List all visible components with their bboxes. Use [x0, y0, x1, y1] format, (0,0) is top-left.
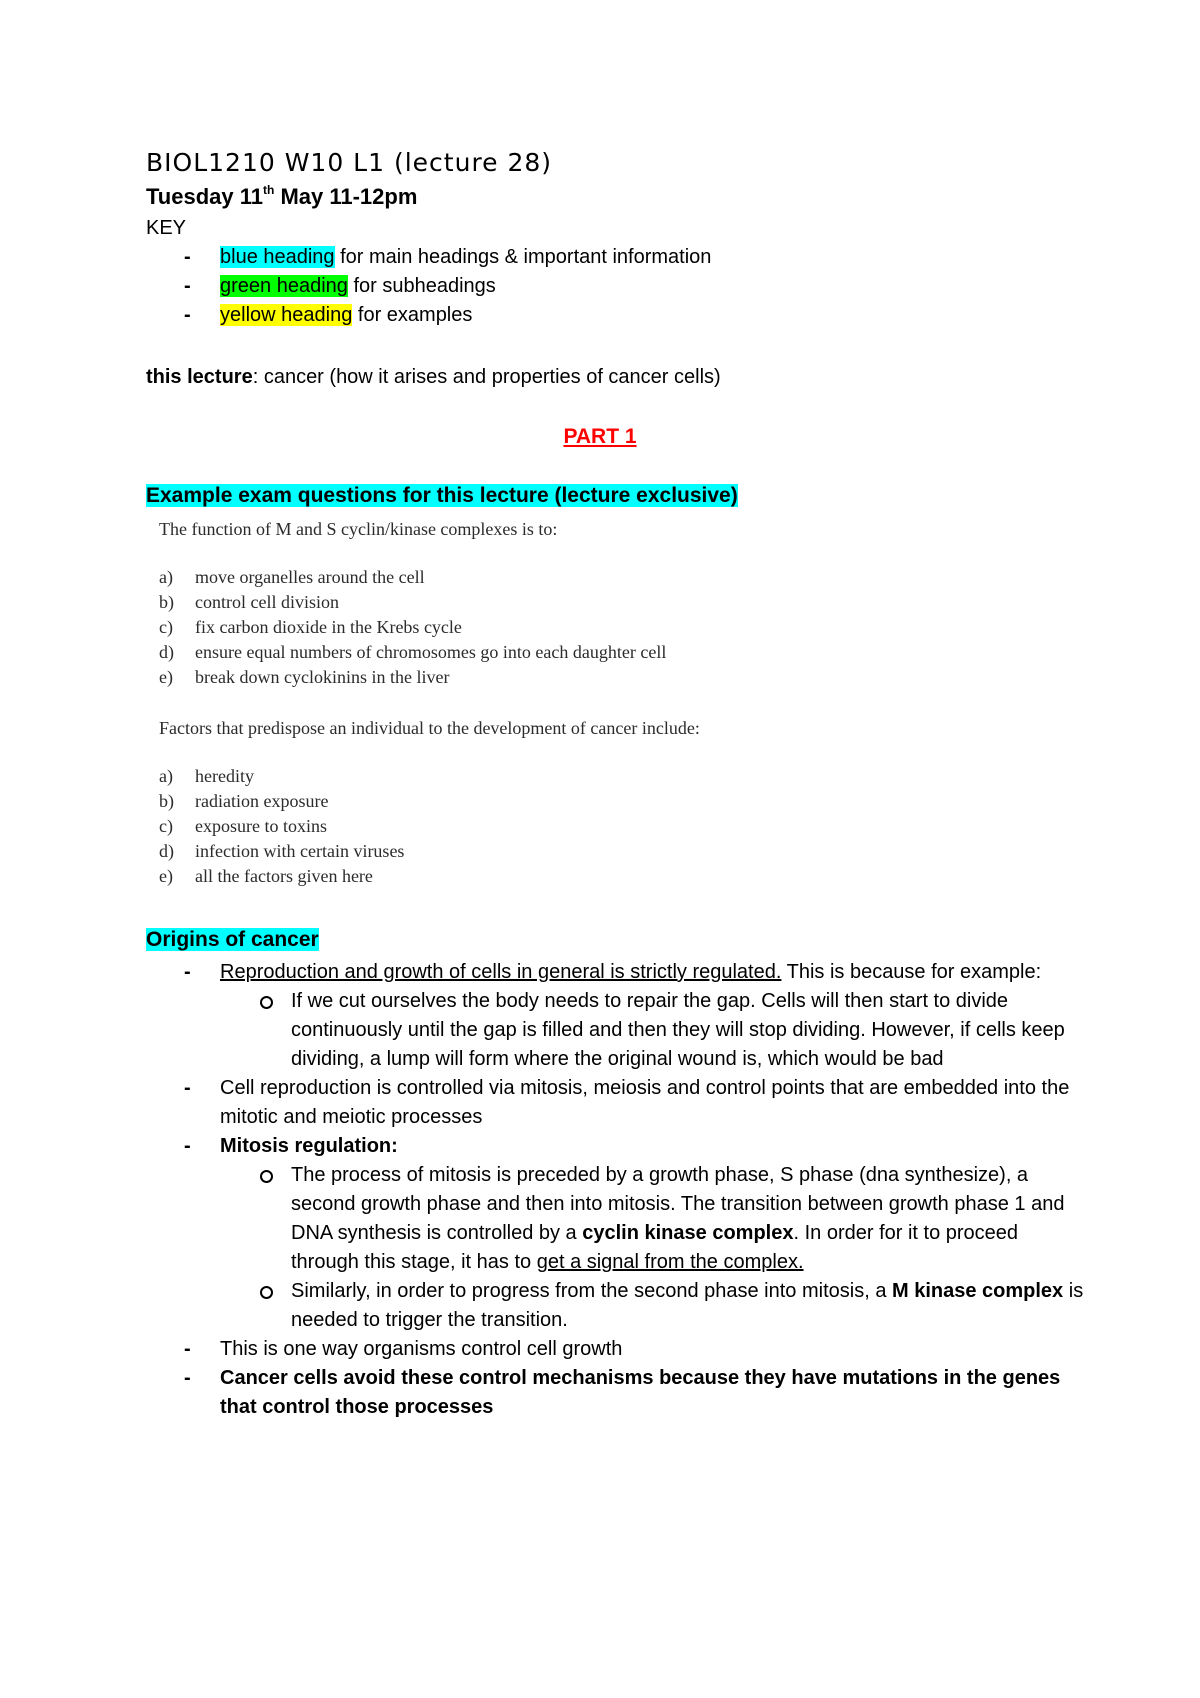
date-day: Tuesday 11 — [146, 184, 263, 209]
origins-heading — [146, 928, 319, 952]
key-item-blue — [146, 243, 711, 272]
exam-question-2: Factors that predispose an individual to the development of cancer include: — [159, 718, 700, 738]
text: is needed to trigger the transition. — [291, 1280, 1084, 1331]
sub-list-item — [146, 987, 1086, 1074]
option-letter: e) — [159, 866, 173, 886]
circle-bullet-icon — [260, 1286, 273, 1299]
option-text: fix carbon dioxide in the Krebs cycle — [195, 617, 462, 637]
key-highlight-yellow: yellow heading — [220, 304, 353, 326]
text: Cell reproduction is controlled via mitosis, meiosis and control points that are embedded into the mitotic and meiotic processes — [220, 1077, 1070, 1128]
text: . In order for it to proceed through this stage, it has to — [291, 1222, 1019, 1273]
exam-question-1: The function of M and S cyclin/kinase complexes is to: — [159, 519, 558, 539]
option-item — [159, 839, 404, 864]
exam-question-2-options — [159, 764, 404, 889]
sub-list — [220, 987, 1086, 1074]
key-list — [146, 243, 711, 330]
dash-bullet: - — [184, 961, 191, 983]
option-item — [159, 565, 666, 590]
circle-bullet-icon — [260, 996, 273, 1009]
option-letter: c) — [159, 816, 173, 836]
option-text: infection with certain viruses — [195, 841, 405, 861]
list-item — [146, 1132, 1086, 1335]
bold-text: Mitosis regulation: — [220, 1135, 398, 1157]
option-letter: c) — [159, 617, 173, 637]
dash-bullet: - — [184, 1338, 191, 1360]
option-item — [159, 864, 404, 889]
option-letter: b) — [159, 592, 174, 612]
option-item — [159, 640, 666, 665]
option-text: exposure to toxins — [195, 816, 327, 836]
key-text: for examples — [352, 304, 473, 326]
underlined-text: get a signal from the complex. — [536, 1251, 804, 1273]
bold-text: cyclin kinase complex — [582, 1222, 794, 1244]
option-letter: d) — [159, 841, 174, 861]
exam-heading-text: Example exam questions for this lecture (lecture exclusive) — [146, 484, 738, 507]
option-text: break down cyclokinins in the liver — [195, 667, 450, 687]
bold-text: M kinase complex — [892, 1280, 1064, 1302]
list-item — [146, 1364, 1086, 1422]
origins-list — [146, 958, 1086, 1422]
dash-bullet: - — [184, 1135, 191, 1157]
underlined-text: Reproduction and growth of cells in general is strictly regulated. — [220, 961, 782, 983]
list-item — [146, 1074, 1086, 1132]
sub-list — [220, 1161, 1086, 1335]
key-text: for subheadings — [347, 275, 496, 297]
date-time: May 11-12pm — [274, 184, 418, 209]
dash-bullet: - — [184, 275, 191, 297]
text: The process of mitosis is preceded by a growth phase, S phase (dna synthesize), a second growth phase and then into mitosis. The transition between growth phase 1 and DNA synthesis is controlled by a — [291, 1164, 1065, 1244]
origins-heading-text: Origins of cancer — [146, 928, 319, 951]
option-item — [159, 615, 666, 640]
key-item-green — [146, 272, 711, 301]
course-code: BIOL1210 W10 L1 — [146, 148, 386, 177]
option-item — [159, 665, 666, 690]
option-item — [159, 814, 404, 839]
option-item — [159, 590, 666, 615]
text: Similarly, in order to progress from the second phase into mitosis, a — [291, 1280, 892, 1302]
dash-bullet: - — [184, 246, 191, 268]
option-item — [159, 764, 404, 789]
key-item-yellow — [146, 301, 711, 330]
part-heading: PART 1 — [563, 425, 637, 448]
option-letter: a) — [159, 567, 173, 587]
dash-bullet: - — [184, 304, 191, 326]
sub-list-item — [146, 1161, 1086, 1277]
option-letter: d) — [159, 642, 174, 662]
circle-bullet-icon — [260, 1170, 273, 1183]
list-item — [146, 958, 1086, 1074]
option-text: heredity — [195, 766, 254, 786]
document-title — [146, 148, 552, 177]
lecture-number: (lecture 28) — [393, 148, 553, 177]
option-letter: e) — [159, 667, 173, 687]
key-highlight-blue: blue heading — [220, 246, 335, 268]
exam-question-1-options — [159, 565, 666, 690]
lecture-topic-text: : cancer (how it arises and properties of cancer cells) — [252, 366, 721, 388]
text: If we cut ourselves the body needs to repair the gap. Cells will then start to divide continuously until the gap is filled and then they will stop dividing. However, if cells keep dividing, a lump will form where the original wound is, which would be bad — [291, 990, 1065, 1070]
key-label: KEY — [146, 217, 187, 239]
dash-bullet: - — [184, 1077, 191, 1099]
lecture-topic-label: this lecture — [146, 366, 253, 388]
lecture-topic — [146, 363, 721, 392]
list-item — [146, 1335, 1086, 1364]
lecture-date — [146, 183, 417, 210]
option-letter: a) — [159, 766, 173, 786]
exam-questions-heading — [146, 484, 738, 508]
date-ordinal: th — [263, 183, 275, 197]
key-text: for main headings & important information — [334, 246, 712, 268]
dash-bullet: - — [184, 1367, 191, 1389]
sub-list-item — [146, 1277, 1086, 1335]
option-letter: b) — [159, 791, 174, 811]
option-text: move organelles around the cell — [195, 567, 425, 587]
key-highlight-green: green heading — [220, 275, 348, 297]
option-text: radiation exposure — [195, 791, 329, 811]
bold-text: Cancer cells avoid these control mechanisms because they have mutations in the genes that control those processes — [220, 1367, 1061, 1418]
option-text: all the factors given here — [195, 866, 373, 886]
text: This is because for example: — [781, 961, 1042, 983]
option-item — [159, 789, 404, 814]
option-text: control cell division — [195, 592, 339, 612]
text: This is one way organisms control cell growth — [220, 1338, 623, 1360]
option-text: ensure equal numbers of chromosomes go into each daughter cell — [195, 642, 667, 662]
